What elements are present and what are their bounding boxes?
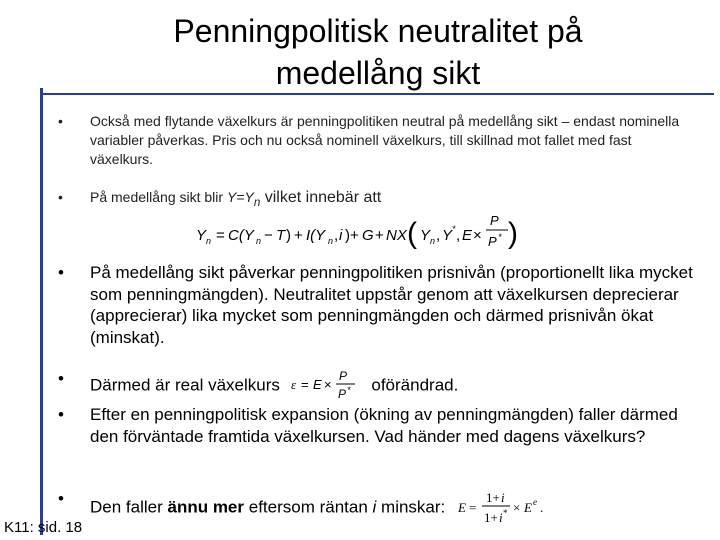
bullet-item-3 bbox=[58, 262, 698, 352]
bullet-item-2 bbox=[58, 188, 698, 210]
b6-mid: eftersom räntan bbox=[244, 497, 373, 517]
svg-text:n: n bbox=[430, 236, 436, 246]
bullet-marker: • bbox=[58, 369, 64, 388]
svg-text:*: * bbox=[503, 508, 508, 518]
svg-text:+: + bbox=[375, 227, 384, 244]
eq-c: C(Y bbox=[228, 227, 254, 244]
svg-text:n: n bbox=[328, 236, 334, 246]
svg-text:×: × bbox=[473, 227, 482, 244]
svg-text:*: * bbox=[498, 232, 502, 242]
top-rule bbox=[40, 93, 714, 95]
bullet-marker: • bbox=[58, 489, 64, 508]
b2-prefix: På medellång sikt blir bbox=[90, 189, 224, 205]
b6-suffix: minskar: bbox=[376, 497, 446, 517]
bullet-marker: • bbox=[58, 113, 63, 129]
svg-text:ε: ε bbox=[290, 377, 296, 392]
svg-text:,: , bbox=[334, 227, 339, 244]
equilibrium-equation bbox=[196, 210, 536, 254]
slide-title bbox=[40, 10, 716, 94]
bullet-text-2 bbox=[90, 188, 698, 212]
svg-text:i: i bbox=[339, 227, 343, 244]
svg-text:Y: Y bbox=[420, 227, 431, 244]
svg-text:+: + bbox=[294, 227, 303, 244]
b2-math: $Y=Y_n$ bbox=[226, 189, 261, 209]
b2-suffix: vilket innebär att bbox=[260, 189, 382, 206]
bullet-item-5 bbox=[58, 404, 698, 472]
svg-text:Y: Y bbox=[442, 227, 453, 244]
svg-text:E: E bbox=[458, 500, 466, 515]
svg-text:e: e bbox=[533, 497, 538, 507]
title-line-1: Penningpolitisk neutralitet på bbox=[173, 13, 583, 49]
svg-text:E: E bbox=[524, 500, 532, 515]
eq-equals: = bbox=[216, 227, 225, 244]
svg-text:): ) bbox=[508, 217, 518, 250]
exchange-rate-formula bbox=[456, 488, 548, 528]
bullet-text-3: På medellång sikt påverkar penningpolitiken prisnivån (proportionellt lika mycket som penningmängden). Neutralitet uppstår genom att växelkursen deprecierar (apprecierar) lika mycket som penningmängden och därmed prisnivån ökat (minskat). bbox=[90, 263, 693, 347]
b4-suffix: oförändrad. bbox=[371, 375, 459, 395]
b4-prefix: Därmed är real växelkurs bbox=[90, 375, 280, 395]
b6-italic: i bbox=[372, 497, 377, 517]
svg-text:P: P bbox=[338, 369, 347, 383]
bullet-text-4 bbox=[90, 368, 698, 404]
svg-text:i: i bbox=[499, 510, 503, 525]
bullet-marker: • bbox=[58, 189, 63, 205]
svg-text:−: − bbox=[264, 227, 273, 244]
eq-sub-n: n bbox=[206, 236, 212, 246]
svg-text:*: * bbox=[346, 385, 351, 395]
bullet-marker: • bbox=[58, 263, 64, 282]
bullet-item-6 bbox=[58, 484, 698, 524]
real-exchange-rate-formula bbox=[289, 368, 363, 404]
title-line-2: medellång sikt bbox=[275, 55, 481, 91]
svg-text:E: E bbox=[312, 377, 322, 392]
b6-prefix: Den faller bbox=[90, 497, 168, 517]
bullet-item-1 bbox=[58, 112, 698, 172]
svg-text:P: P bbox=[337, 387, 346, 401]
slide-footer: K11: sid. 18 bbox=[4, 519, 83, 536]
eq-y: Y bbox=[196, 227, 207, 244]
svg-text:i: i bbox=[501, 490, 505, 505]
svg-text:P: P bbox=[488, 234, 497, 249]
svg-text:): ) bbox=[286, 227, 291, 244]
bullet-marker: • bbox=[58, 405, 64, 424]
b6-bold: ännu mer bbox=[167, 497, 245, 517]
svg-text:G: G bbox=[362, 227, 374, 244]
svg-text:NX: NX bbox=[386, 227, 407, 244]
svg-text:.: . bbox=[540, 500, 544, 515]
bullet-item-4 bbox=[58, 368, 698, 401]
left-rule bbox=[40, 88, 43, 535]
svg-text:P: P bbox=[490, 213, 499, 228]
svg-text:=: = bbox=[469, 500, 477, 515]
svg-text:n: n bbox=[256, 236, 262, 246]
bullet-text-6 bbox=[90, 488, 698, 528]
svg-text:=: = bbox=[300, 377, 309, 392]
svg-text:1+: 1+ bbox=[484, 510, 498, 525]
svg-text:(: ( bbox=[407, 217, 417, 250]
svg-text:,: , bbox=[436, 227, 441, 244]
bullet-text-5: Efter en penningpolitisk expansion (ökning av penningmängden) faller därmed den förväntade framtida växelkursen. Vad händer med dagens växelkurs? bbox=[90, 405, 678, 446]
svg-text:*: * bbox=[452, 224, 456, 234]
svg-text:×: × bbox=[513, 500, 521, 515]
svg-text:1+: 1+ bbox=[486, 490, 500, 505]
svg-text:T: T bbox=[276, 227, 286, 244]
svg-text:E: E bbox=[462, 227, 473, 244]
svg-text:I(Y: I(Y bbox=[306, 227, 326, 244]
bullet-text-1: Också med flytande växelkurs är penningpolitiken neutral på medellång sikt – endast nominella variabler påverkas. Pris och nu också nominell växelkurs, till skillnad mot fallet med fast växelkurs. bbox=[90, 113, 680, 167]
svg-text:)+: )+ bbox=[345, 227, 359, 244]
svg-text:×: × bbox=[323, 377, 332, 392]
svg-text:,: , bbox=[456, 227, 461, 244]
